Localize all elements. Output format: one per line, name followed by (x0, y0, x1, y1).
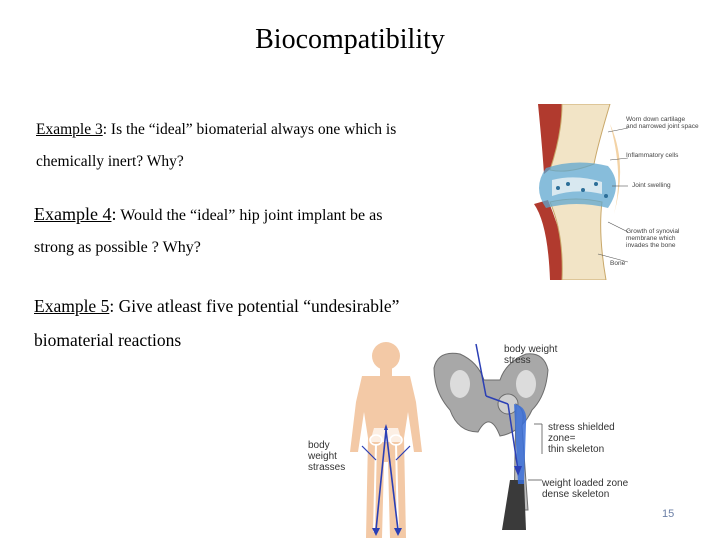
example-4-line-2: strong as possible ? Why? (34, 239, 201, 256)
slide-title: Biocompatibility (255, 24, 445, 55)
label-line: weight loaded zone (542, 478, 629, 489)
label-line: stress (504, 355, 531, 366)
label-line: weight (308, 451, 337, 462)
knee-label-synovial (626, 228, 679, 249)
label-line: strasses (308, 462, 346, 473)
example-5-line-2: biomaterial reactions (34, 330, 182, 350)
example-3-colon: : (102, 121, 108, 138)
example-4-heading: Example 4 (34, 204, 112, 224)
example-5-line-1 (34, 296, 399, 316)
hip-implant-figure (430, 340, 650, 536)
label-line: thin skeleton (548, 444, 605, 455)
knee-label-line: invades the bone (626, 242, 676, 249)
knee-label-inflammatory: Inflammatory cells (626, 152, 679, 159)
example-3-line-1 (36, 120, 396, 140)
label-line: body (308, 440, 330, 451)
example-3-heading: Example 3 (36, 121, 103, 138)
knee-label-line: Worn down cartilage (626, 116, 686, 123)
stress-shielded-label (548, 422, 615, 455)
knee-label-line: Growth of synovial (626, 228, 680, 235)
knee-illustration (528, 104, 628, 280)
knee-label-bone: Bone (610, 260, 626, 267)
body-weight-stress-label (504, 344, 557, 366)
knee-figure (528, 104, 720, 280)
body-figure (300, 342, 440, 538)
example-3-line-2: chemically inert? Why? (36, 153, 184, 170)
knee-label-cartilage (626, 116, 699, 130)
example-3-question: Is the “ideal” biomaterial always one which is (107, 121, 397, 138)
body-weight-stresses-label (308, 440, 345, 473)
label-line: body weight (504, 344, 558, 355)
example-4-line-1 (34, 204, 382, 226)
label-line: stress shielded (548, 422, 615, 433)
weight-loaded-label (542, 478, 628, 500)
hip-implant-illustration (430, 340, 650, 536)
example-5-colon: : (109, 296, 115, 316)
example-4-question: Would the “ideal” hip joint implant be as (116, 207, 383, 224)
slide-number: 15 (662, 508, 675, 520)
example-5-question: Give atleast five potential “undesirable” (114, 296, 400, 316)
label-line: dense skeleton (542, 489, 610, 500)
knee-label-line: and narrowed joint space (626, 123, 699, 130)
knee-label-swelling: Joint swelling (632, 182, 671, 189)
label-line: zone= (548, 433, 576, 444)
example-4-colon: : (111, 204, 117, 224)
example-5-heading: Example 5 (34, 296, 110, 316)
knee-label-line: membrane which (626, 235, 676, 242)
